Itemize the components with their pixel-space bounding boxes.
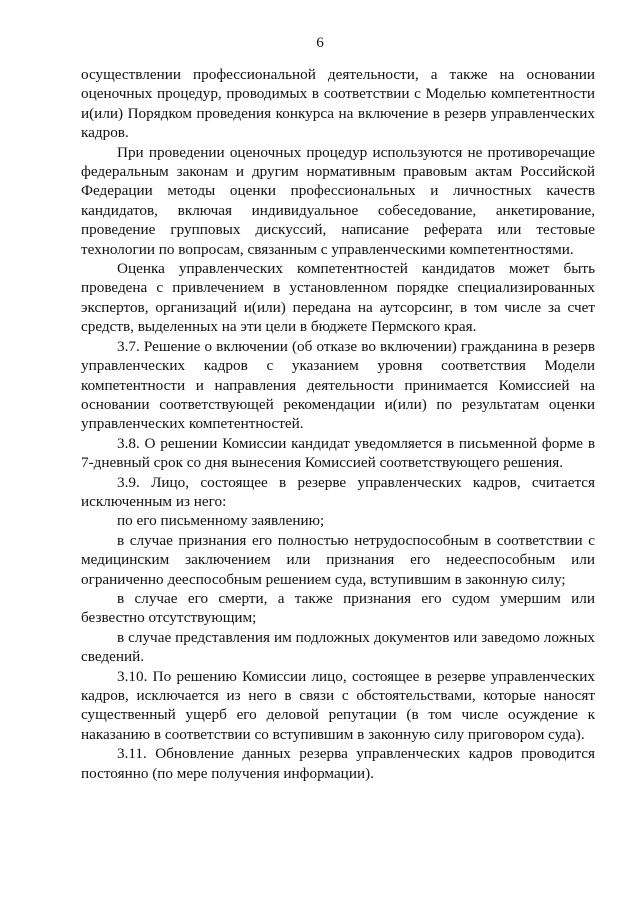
- paragraph-assessment-methods: При проведении оценочных процедур используются не противоречащие федеральным законам и другим нормативным правовым актам Российской Федерации методы оценки профессиональных и личностных качеств кандидатов, включая индивидуальное собеседование, анкетирование, проведение групповых дискуссий, написание реферата или тестовые технологии по вопросам, связанным с управленческими компетентностями.: [81, 143, 595, 258]
- paragraph-3-8: 3.8. О решении Комиссии кандидат уведомляется в письменной форме в 7-дневный срок со дня вынесения Комиссией соответствующего решения.: [81, 434, 595, 472]
- paragraph-3-11: 3.11. Обновление данных резерва управленческих кадров проводится постоянно (по мере получения информации).: [81, 745, 595, 782]
- list-item-incapacity: в случае признания его полностью нетрудоспособным в соответствии с медицинским заключением или признания его недееспособным или ограниченно дееспособным решением суда, вступившим в законную силу;: [81, 531, 595, 588]
- paragraph-3-10: 3.10. По решению Комиссии лицо, состоящее в резерве управленческих кадров, исключается из него в связи с обстоятельствами, которые наносят существенный ущерб его деловой репутации (в том числе осуждение к наказанию в соответствии со вступившим в законную силу приговором суда).: [81, 667, 595, 743]
- paragraph-3-9: 3.9. Лицо, состоящее в резерве управленческих кадров, считается исключенным из него:: [81, 473, 595, 510]
- list-item-written-request: по его письменному заявлению;: [117, 512, 325, 530]
- list-item-death: в случае его смерти, а также признания его судом умершим или безвестно отсутствующим;: [81, 589, 595, 627]
- list-item-false-documents: в случае представления им подложных документов или заведомо ложных сведений.: [81, 628, 595, 666]
- paragraph-3-7: 3.7. Решение о включении (об отказе во включении) гражданина в резерв управленческих кадров с указанием уровня соответствия Модели компетентности и направления деятельности принимается Комиссией на основании соответствующей рекомендации и(или) по результатам оценки управленческих компетентностей.: [81, 337, 595, 433]
- paragraph-competency-assessment: Оценка управленческих компетентностей кандидатов может быть проведена с привлечением в установленном порядке специализированных экспертов, организаций и(или) передана на аутсорсинг, в том числе за счет средств, выделенных на эти цели в бюджете Пермского края.: [81, 260, 595, 336]
- paragraph-continuation: осуществлении профессиональной деятельности, а также на основании оценочных процедур, проводимых в соответствии с Моделью компетентности и(или) Порядком проведения конкурса на включение в резерв управленческих кадров.: [81, 66, 595, 142]
- page-number: 6: [316, 34, 324, 51]
- document-body: [81, 65, 595, 783]
